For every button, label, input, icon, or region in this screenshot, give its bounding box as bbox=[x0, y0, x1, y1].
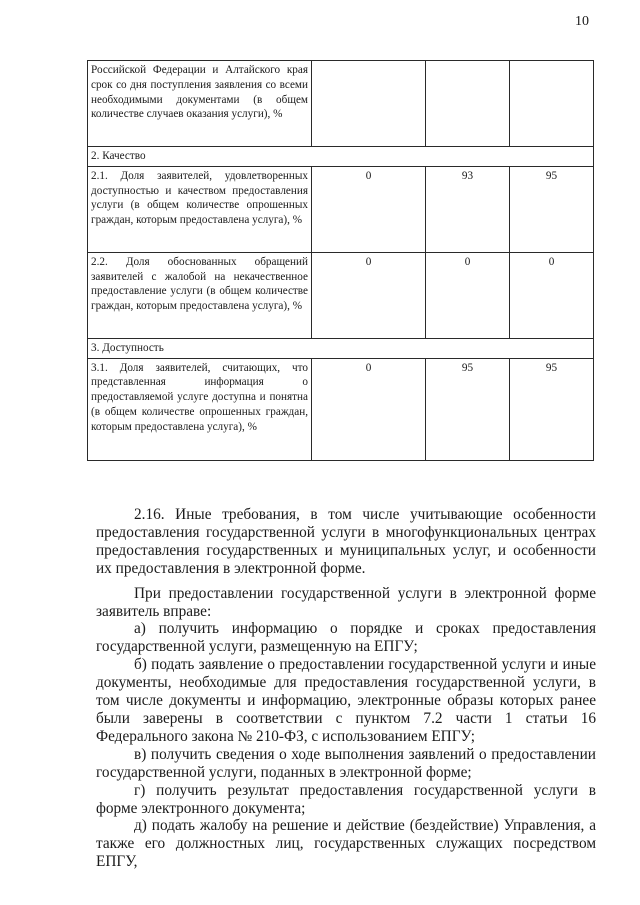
indicator-value-1: 0 bbox=[312, 358, 426, 460]
table-row bbox=[88, 252, 594, 338]
indicator-value-3 bbox=[510, 61, 594, 147]
indicator-value-2: 0 bbox=[426, 252, 510, 338]
indicator-value-1: 0 bbox=[312, 252, 426, 338]
indicator-value-2: 93 bbox=[426, 166, 510, 252]
table-section-row bbox=[88, 338, 594, 358]
indicator-description: Российской Федерации и Алтайского края срок со дня поступления заявления со всеми необходимыми документами (в общем количестве случаев оказания услуги), % bbox=[88, 61, 312, 147]
indicator-value-2: 95 bbox=[426, 358, 510, 460]
indicator-description: 2.2. Доля обоснованных обращений заявителей с жалобой на некачественное предоставление услуги (в общем количестве граждан, которым предоставлена услуга), % bbox=[88, 252, 312, 338]
indicator-value-3: 0 bbox=[510, 252, 594, 338]
body-text bbox=[96, 506, 596, 871]
indicator-value-1: 0 bbox=[312, 166, 426, 252]
paragraph-item-v: в) получить сведения о ходе выполнения заявлений о предоставлении государственной услуги, поданных в электронной форме; bbox=[96, 745, 596, 781]
paragraph-intro: При предоставлении государственной услуги в электронной форме заявитель вправе: bbox=[96, 584, 596, 620]
paragraph-item-b: б) подать заявление о предоставлении государственной услуги и иные документы, необходимые для предоставления государственной услуги, в том числе документы и информацию, электронные образы которых ранее были заверены в соответствии с пунктом 7.2 части 1 статьи 16 Федерального закона № 210-ФЗ, с использованием ЕПГУ; bbox=[96, 656, 596, 745]
table-section-row bbox=[88, 147, 594, 167]
indicator-value-2 bbox=[426, 61, 510, 147]
section-heading: 3. Доступность bbox=[88, 338, 594, 358]
paragraph-2-16: 2.16. Иные требования, в том числе учитывающие особенности предоставления государственной услуги в многофункциональных центрах предоставления государственных и муниципальных услуг, и особенности их предоставления в электронной форме. bbox=[96, 506, 596, 577]
paragraph-item-d: д) подать жалобу на решение и действие (бездействие) Управления, а также его должностных лиц, государственных служащих посредством ЕПГУ, bbox=[96, 817, 596, 871]
paragraph-item-g: г) получить результат предоставления государственной услуги в форме электронного документа; bbox=[96, 781, 596, 817]
table-row bbox=[88, 358, 594, 460]
table-row bbox=[88, 61, 594, 147]
indicator-value-3: 95 bbox=[510, 358, 594, 460]
table-row bbox=[88, 166, 594, 252]
indicator-value-3: 95 bbox=[510, 166, 594, 252]
section-heading: 2. Качество bbox=[88, 147, 594, 167]
indicators-table bbox=[87, 60, 594, 461]
indicator-description: 2.1. Доля заявителей, удовлетворенных доступностью и качеством предоставления услуги (в общем количестве опрошенных граждан, которым предоставлена услуга), % bbox=[88, 166, 312, 252]
page-number: 10 bbox=[575, 14, 589, 29]
indicator-description: 3.1. Доля заявителей, считающих, что представленная информация о предоставляемой услуге доступна и понятна (в общем количестве опрошенных граждан, которым предоставлена услуга), % bbox=[88, 358, 312, 460]
paragraph-item-a: а) получить информацию о порядке и сроках предоставления государственной услуги, размещенную на ЕПГУ; bbox=[96, 620, 596, 656]
indicator-value-1 bbox=[312, 61, 426, 147]
